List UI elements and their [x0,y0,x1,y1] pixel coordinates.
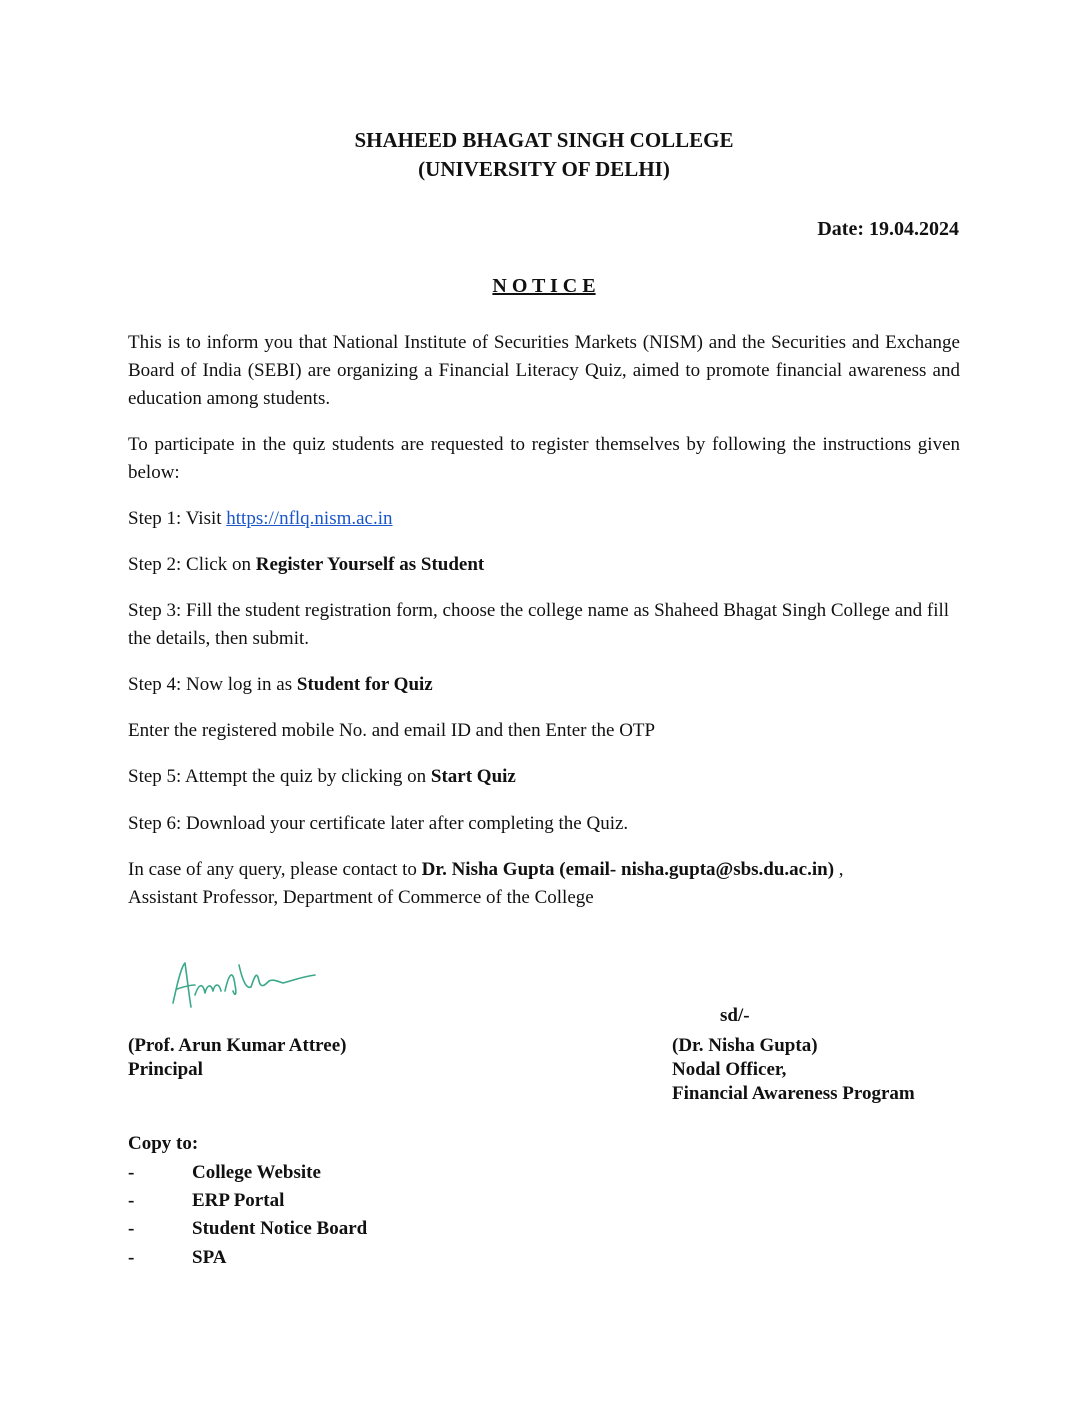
step-1-text: Step 1: Visit [128,508,227,529]
principal-title: Principal [128,1059,203,1080]
bullet-dash: - [128,1190,135,1211]
principal-name: (Prof. Arun Kumar Attree) [128,1035,347,1056]
bullet-dash: - [128,1247,135,1268]
nodal-officer-title: Nodal Officer, [672,1059,787,1080]
principal-signature [165,955,325,1025]
copy-item-label: ERP Portal [192,1190,285,1211]
university-name: (UNIVERSITY OF DELHI) [418,157,670,181]
otp-instruction: Enter the registered mobile No. and email ID and then Enter the OTP [128,720,656,741]
principal-block [128,1034,346,1082]
contact-suffix: , [834,859,844,880]
step-4-action: Student for Quiz [296,674,433,695]
contact-person: Dr. Nisha Gupta (email- nisha.gupta@sbs.du.ac.in) [421,859,835,880]
contact-line [128,856,960,884]
bullet-dash: - [128,1218,135,1239]
copy-item [128,1215,367,1243]
instructions-paragraph: To participate in the quiz students are requested to register themselves by following the instructions given below: [128,434,960,483]
step-2-text: Step 2: Click on [128,554,256,575]
step-2-action: Register Yourself as Student [255,554,485,575]
notice-title: N O T I C E [492,275,596,297]
nodal-officer-program: Financial Awareness Program [672,1083,915,1104]
nodal-officer-block [672,1034,915,1106]
contact-prefix: In case of any query, please contact to [128,859,422,880]
copy-item [128,1187,284,1215]
step-4-text: Step 4: Now log in as [128,674,297,695]
copy-item [128,1159,321,1187]
copy-item [128,1244,226,1272]
step-5-action: Start Quiz [430,766,516,787]
contact-designation: Assistant Professor, Department of Commerce of the College [128,887,594,908]
intro-paragraph: This is to inform you that National Institute of Securities Markets (NISM) and the Securities and Exchange Board of India (SEBI) are organizing a Financial Literacy Quiz, aimed to promote financial awareness and education among students. [128,332,960,409]
step-5 [128,763,960,791]
copy-to-heading: Copy to: [128,1133,199,1154]
step-2 [128,551,960,579]
step-1 [128,505,960,533]
college-name: SHAHEED BHAGAT SINGH COLLEGE [354,128,734,152]
copy-item-label: College Website [192,1162,321,1183]
nflq-link[interactable]: https://nflq.nism.ac.in [226,508,393,529]
copy-item-label: SPA [192,1247,227,1268]
copy-item-label: Student Notice Board [192,1218,368,1239]
step-5-text: Step 5: Attempt the quiz by clicking on [128,766,431,787]
nodal-officer-name: (Dr. Nisha Gupta) [672,1035,818,1056]
step-3: Step 3: Fill the student registration form, choose the college name as Shaheed Bhagat Singh College and fill the details, then submit. [128,600,950,649]
step-6: Step 6: Download your certificate later after completing the Quiz. [128,813,629,834]
notice-date: Date: 19.04.2024 [817,218,959,240]
sd-mark: sd/- [720,1005,750,1026]
step-4 [128,671,960,699]
bullet-dash: - [128,1162,135,1183]
